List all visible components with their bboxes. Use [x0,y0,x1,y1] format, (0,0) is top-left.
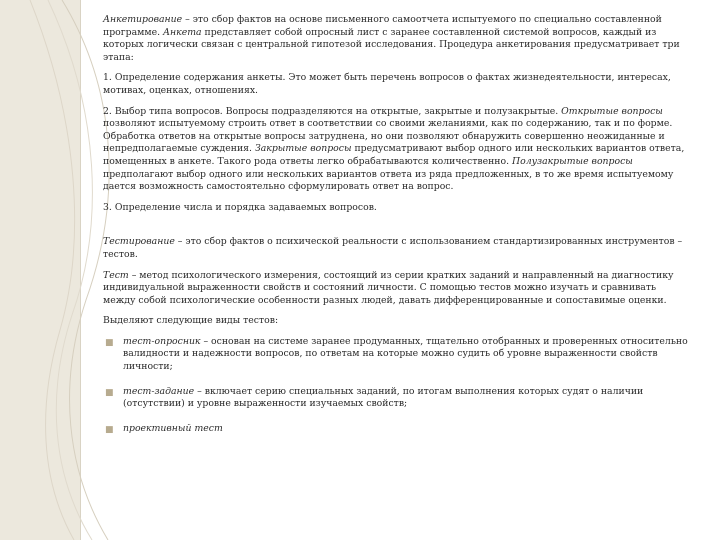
closed-questions-text: предусматривают выбор одного или нескольких вариантов ответа, помещенных в анкете. Такого рода ответы легко обрабатываются количественно. [103,143,685,167]
test-paragraph [103,270,691,308]
questionnaire-paragraph [103,14,691,64]
bullet-icon: ■ [105,387,114,398]
slide-text [103,14,691,447]
stage-1: 1. Определение содержания анкеты. Это может быть перечень вопросов о фактах жизнедеятельности, интересах, мотивах, оценках, отношениях. [103,72,671,96]
test-type-term: проективный тест [123,422,223,434]
panel-divider [80,0,81,540]
test-type-term: тест-опросник [123,335,201,347]
anketa-term: Анкета [163,26,202,38]
closed-questions-term: Закрытые вопросы [254,143,352,155]
list-item [103,336,691,374]
stage-3: 3. Определение числа и порядка задаваемых вопросов. [103,201,377,213]
list-item [103,386,691,411]
semi-closed-questions-term: Полузакрытые вопросы [511,155,633,167]
stage-2-intro: 2. Выбор типа вопросов. Вопросы подразделяются на открытые, закрытые и полузакрытые. [103,105,562,117]
anketa-text: представляет собой опросный лист с заранее составленной системой вопросов, каждый из которых логически связан с центральной гипотезой исследования. Процедура анкетирования предусматривает три этапа: [103,26,680,63]
open-questions-term: Открытые вопросы [561,105,663,117]
test-type-text: – основан на системе заранее продуманных, тщательно отобранных и проверенных относительно валидности и надежности вопросов, по ответам на которые можно судить об уровне выраженности свойств личности; [123,335,688,373]
semi-closed-questions-text: предполагают выбор одного или нескольких вариантов ответа из ряда предложенных, в то же время испытуемому дается возможность самостоятельно сформулировать ответ на вопрос. [103,168,674,193]
testing-paragraph [103,236,691,261]
testing-definition: – это сбор фактов о психической реальности с использованием стандартизированных инструментов – тестов. [103,236,683,260]
test-text: – метод психологического измерения, состоящий из серии кратких заданий и направленный на диагностику индивидуальной выраженности свойств и состояний личности. С помощью тестов можно изучать и сравнивать между собой психологические особенности разных людей, давать дифференцированные и сопоставимые оценки. [103,269,674,306]
test-types-list [103,336,691,436]
bullet-icon: ■ [105,424,114,435]
stage-2 [103,106,691,194]
left-decorative-panel [0,0,80,540]
list-item [103,423,691,436]
open-questions-text: позволяют испытуемому строить ответ в соответствии со своими желаниями, как по содержанию, так и по форме. Обработка ответов на открытые вопросы затруднена, но они позволяют обнаружить совершенно неожиданные и непредполагаемые суждения. [103,118,673,155]
test-type-text: – включает серию специальных заданий, по итогам выполнения которых судят о наличии (отсутствии) и уровне выраженности изучаемых свойств; [123,385,644,410]
questionnaire-term: Анкетирование [103,14,183,25]
questionnaire-definition: – это сбор фактов на основе письменного самоотчета испытуемого по специально составленной программе. [103,14,662,38]
test-types-intro: Выделяют следующие виды тестов: [103,315,279,327]
bullet-icon: ■ [105,337,114,348]
test-term: Тест [103,269,129,281]
testing-term: Тестирование [103,236,175,248]
test-type-term: тест-задание [123,385,195,397]
